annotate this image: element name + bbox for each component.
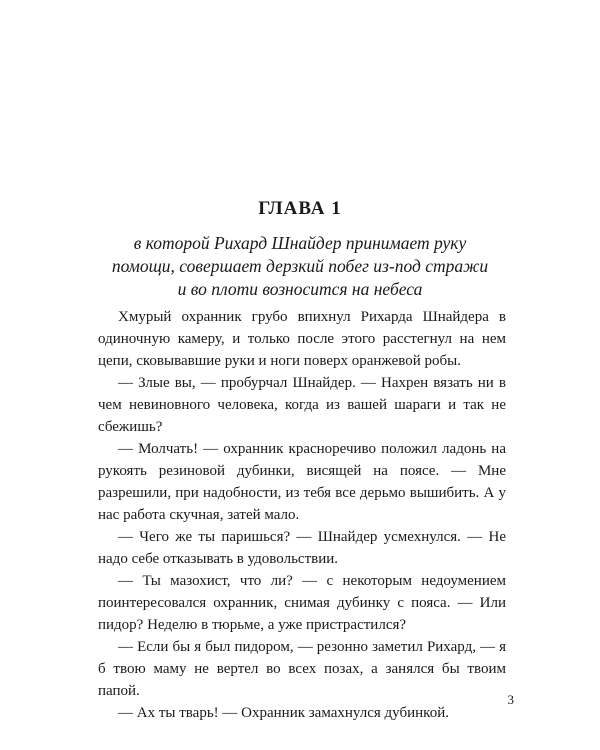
paragraph: — Молчать! — охранник красноречиво положил ладонь на рукоять резиновой дубинки, висящей на поясе. — Мне разрешили, при надобности, из тебя все дерьмо вышибить. А у нас работа скучная, затей мало. — [98, 441, 506, 523]
subtitle-line: помощи, совершает дерзкий побег из-под стражи — [111, 256, 489, 276]
paragraph: — Чего же ты паришься? — Шнайдер усмехнулся. — Не надо себе отказывать в удовольствии. — [98, 529, 506, 567]
paragraph: — Ты мазохист, что ли? — с некоторым недоумением поинтересовался охранник, снимая дубинку с пояса. — Или пидор? Неделю в тюрьме, а уже пристрастился? — [98, 573, 506, 633]
page-number: 3 — [507, 692, 514, 707]
chapter-title: ГЛАВА 1 — [258, 198, 342, 219]
subtitle-line: в которой Рихард Шнайдер принимает руку — [133, 233, 467, 253]
chapter-body — [98, 306, 506, 724]
chapter-subtitle — [60, 232, 540, 301]
paragraph: — Злые вы, — пробурчал Шнайдер. — Нахрен вязать ни в чем невиновного человека, когда из вашей шараги и так не сбежишь? — [98, 375, 506, 435]
subtitle-line: и во плоти возносится на небеса — [177, 279, 423, 299]
paragraph: Хмурый охранник грубо впихнул Рихарда Шнайдера в одиночную камеру, и только после этого расстегнул на нем цепи, сковывавшие руки и ноги поверх оранжевой робы. — [98, 309, 506, 369]
paragraph: — Ах ты тварь! — Охранник замахнулся дубинкой. — [118, 705, 449, 721]
paragraph: — Если бы я был пидором, — резонно заметил Рихард, — я б твою маму не вертел во всех позах, а занялся бы твоим папой. — [98, 639, 506, 699]
